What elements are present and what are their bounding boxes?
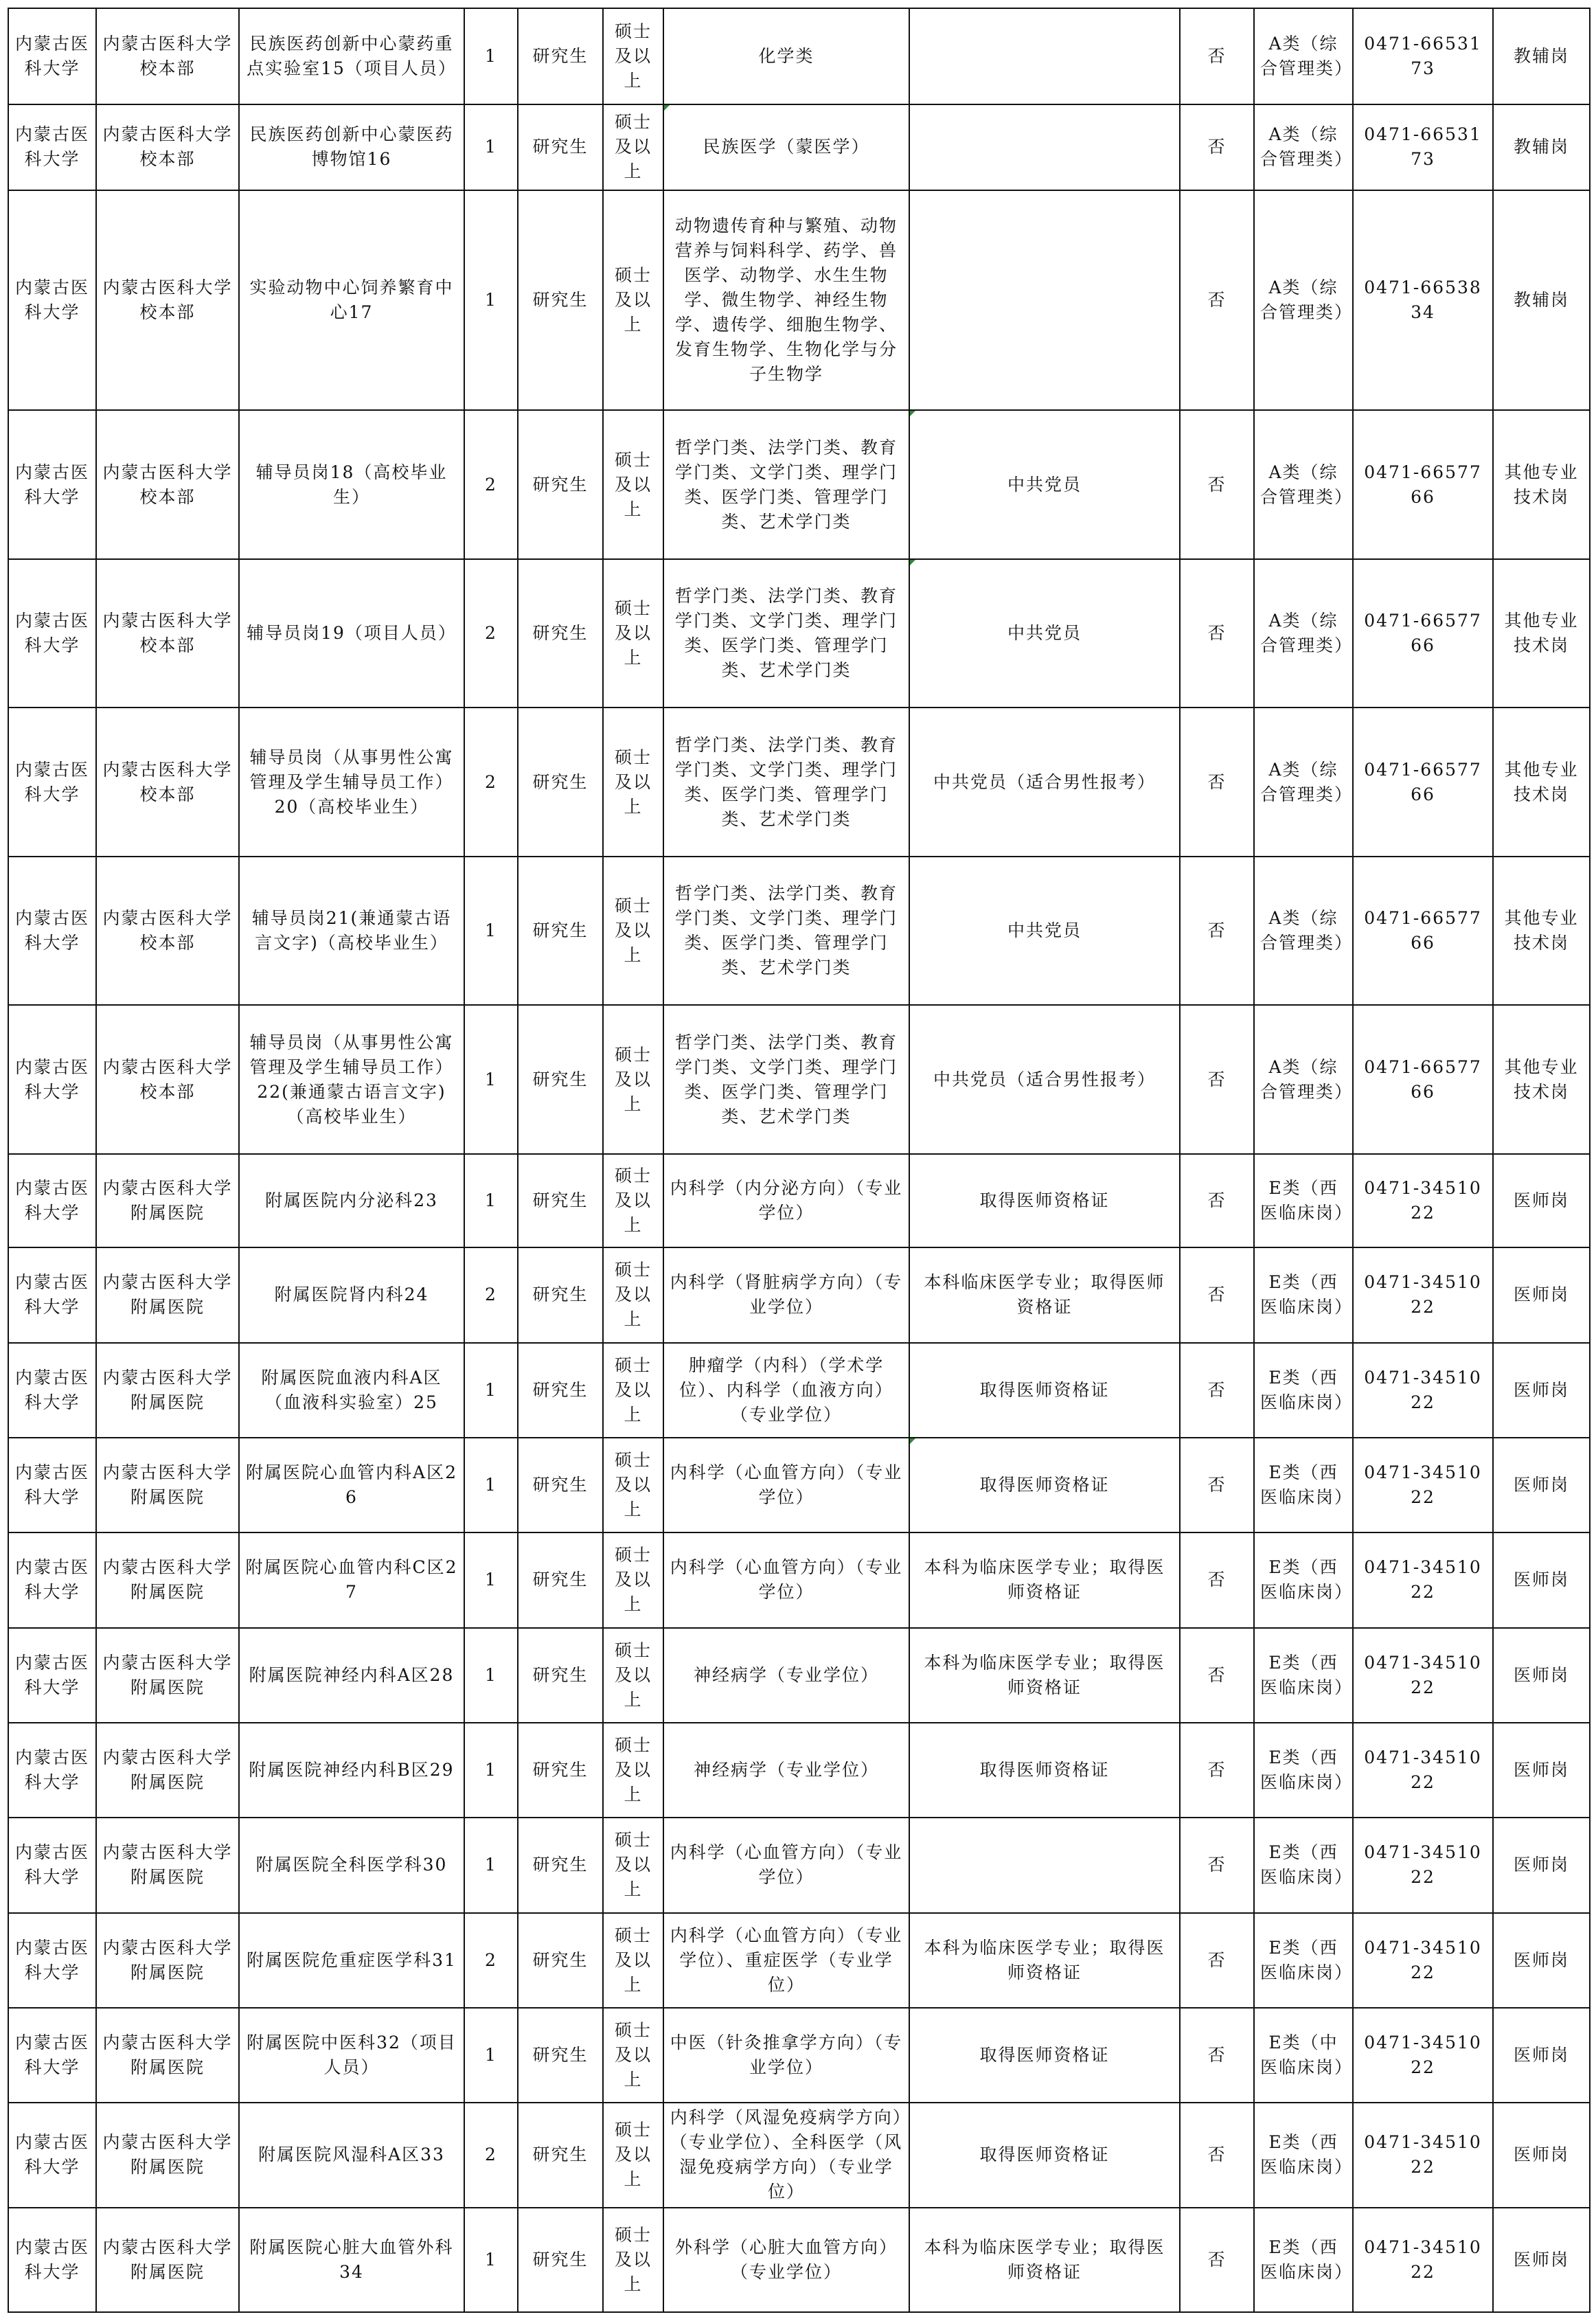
quota-cell: 2 [464, 1913, 518, 2008]
education-cell: 研究生 [518, 2208, 603, 2312]
phone-cell: 0471-3451022 [1353, 1438, 1493, 1532]
phone-cell: 0471-3451022 [1353, 2208, 1493, 2312]
unit-cell: 内蒙古医科大学 [8, 1532, 96, 1627]
post-name-cell: 民族医药创新中心蒙药重点实验室15（项目人员） [239, 8, 464, 104]
department-cell: 内蒙古医科大学校本部 [96, 190, 239, 411]
degree-cell: 硕士及以上 [603, 1154, 663, 1247]
education-cell: 研究生 [518, 1438, 603, 1532]
post-type-cell: 医师岗 [1493, 1247, 1590, 1342]
yes-no-cell: 否 [1180, 1818, 1254, 1912]
post-name-cell: 附属医院危重症医学科31 [239, 1913, 464, 2008]
phone-cell: 0471-6653173 [1353, 104, 1493, 190]
phone-cell: 0471-6653173 [1353, 8, 1493, 104]
quota-cell: 2 [464, 410, 518, 559]
yes-no-cell: 否 [1180, 559, 1254, 708]
major-cell: 肿瘤学（内科）（学术学位）、内科学（血液方向）（专业学位） [663, 1343, 909, 1438]
department-cell: 内蒙古医科大学附属医院 [96, 1247, 239, 1342]
exam-category-cell: E类（西医临床岗） [1254, 1723, 1353, 1818]
other-requirements-cell [909, 1818, 1180, 1912]
other-requirements-cell: 取得医师资格证 [909, 2103, 1180, 2207]
unit-cell: 内蒙古医科大学 [8, 1154, 96, 1247]
other-requirements-cell: 本科为临床医学专业；取得医师资格证 [909, 1628, 1180, 1723]
post-type-cell: 医师岗 [1493, 1532, 1590, 1627]
quota-cell: 1 [464, 857, 518, 1006]
department-cell: 内蒙古医科大学附属医院 [96, 1913, 239, 2008]
yes-no-cell: 否 [1180, 410, 1254, 559]
unit-cell: 内蒙古医科大学 [8, 2103, 96, 2207]
degree-cell: 硕士及以上 [603, 104, 663, 190]
major-cell: 哲学门类、法学门类、教育学门类、文学门类、理学门类、医学门类、管理学门类、艺术学门类 [663, 857, 909, 1006]
department-cell: 内蒙古医科大学校本部 [96, 559, 239, 708]
yes-no-cell: 否 [1180, 708, 1254, 857]
quota-cell: 1 [464, 190, 518, 411]
degree-cell: 硕士及以上 [603, 2208, 663, 2312]
table-row [8, 1532, 1590, 1627]
unit-cell: 内蒙古医科大学 [8, 559, 96, 708]
phone-cell: 0471-3451022 [1353, 1628, 1493, 1723]
education-cell: 研究生 [518, 190, 603, 411]
phone-cell: 0471-6657766 [1353, 1005, 1493, 1154]
degree-cell: 硕士及以上 [603, 190, 663, 411]
phone-cell: 0471-3451022 [1353, 1343, 1493, 1438]
exam-category-cell: A类（综合管理类） [1254, 410, 1353, 559]
exam-category-cell: E类（西医临床岗） [1254, 1343, 1353, 1438]
post-name-cell: 辅导员岗（从事男性公寓管理及学生辅导员工作）20（高校毕业生） [239, 708, 464, 857]
education-cell: 研究生 [518, 8, 603, 104]
post-type-cell: 医师岗 [1493, 1628, 1590, 1723]
post-name-cell: 民族医药创新中心蒙医药博物馆16 [239, 104, 464, 190]
other-requirements-cell: 本科临床医学专业；取得医师资格证 [909, 1247, 1180, 1342]
recruitment-table [8, 8, 1591, 2313]
yes-no-cell: 否 [1180, 2103, 1254, 2207]
unit-cell: 内蒙古医科大学 [8, 857, 96, 1006]
major-cell: 内科学（肾脏病学方向）（专业学位） [663, 1247, 909, 1342]
unit-cell: 内蒙古医科大学 [8, 190, 96, 411]
quota-cell: 2 [464, 708, 518, 857]
unit-cell: 内蒙古医科大学 [8, 1913, 96, 2008]
department-cell: 内蒙古医科大学校本部 [96, 857, 239, 1006]
unit-cell: 内蒙古医科大学 [8, 1005, 96, 1154]
yes-no-cell: 否 [1180, 2208, 1254, 2312]
degree-cell: 硕士及以上 [603, 410, 663, 559]
degree-cell: 硕士及以上 [603, 1723, 663, 1818]
other-requirements-cell: 取得医师资格证 [909, 1438, 1180, 1532]
exam-category-cell: A类（综合管理类） [1254, 190, 1353, 411]
phone-cell: 0471-3451022 [1353, 1818, 1493, 1912]
education-cell: 研究生 [518, 1913, 603, 2008]
department-cell: 内蒙古医科大学校本部 [96, 1005, 239, 1154]
other-requirements-cell: 中共党员 [909, 410, 1180, 559]
department-cell: 内蒙古医科大学校本部 [96, 8, 239, 104]
degree-cell: 硕士及以上 [603, 1343, 663, 1438]
post-name-cell: 附属医院全科医学科30 [239, 1818, 464, 1912]
degree-cell: 硕士及以上 [603, 2008, 663, 2103]
post-name-cell: 附属医院心血管内科C区27 [239, 1532, 464, 1627]
education-cell: 研究生 [518, 410, 603, 559]
phone-cell: 0471-3451022 [1353, 1247, 1493, 1342]
quota-cell: 1 [464, 2208, 518, 2312]
post-name-cell: 实验动物中心饲养繁育中心17 [239, 190, 464, 411]
department-cell: 内蒙古医科大学附属医院 [96, 2008, 239, 2103]
major-cell: 神经病学（专业学位） [663, 1723, 909, 1818]
unit-cell: 内蒙古医科大学 [8, 1343, 96, 1438]
major-cell: 内科学（心血管方向）（专业学位） [663, 1532, 909, 1627]
education-cell: 研究生 [518, 1532, 603, 1627]
post-type-cell: 其他专业技术岗 [1493, 410, 1590, 559]
yes-no-cell: 否 [1180, 104, 1254, 190]
phone-cell: 0471-3451022 [1353, 1913, 1493, 2008]
post-type-cell: 医师岗 [1493, 2008, 1590, 2103]
table-row [8, 1343, 1590, 1438]
phone-cell: 0471-6657766 [1353, 559, 1493, 708]
exam-category-cell: A类（综合管理类） [1254, 8, 1353, 104]
phone-cell: 0471-6653834 [1353, 190, 1493, 411]
table-row [8, 857, 1590, 1006]
post-type-cell: 医师岗 [1493, 1723, 1590, 1818]
yes-no-cell: 否 [1180, 8, 1254, 104]
unit-cell: 内蒙古医科大学 [8, 708, 96, 857]
department-cell: 内蒙古医科大学附属医院 [96, 1818, 239, 1912]
department-cell: 内蒙古医科大学附属医院 [96, 1723, 239, 1818]
table-row [8, 190, 1590, 411]
unit-cell: 内蒙古医科大学 [8, 2208, 96, 2312]
unit-cell: 内蒙古医科大学 [8, 104, 96, 190]
major-cell: 内科学（心血管方向）（专业学位） [663, 1438, 909, 1532]
yes-no-cell: 否 [1180, 1913, 1254, 2008]
degree-cell: 硕士及以上 [603, 1005, 663, 1154]
post-type-cell: 其他专业技术岗 [1493, 1005, 1590, 1154]
post-type-cell: 医师岗 [1493, 1343, 1590, 1438]
unit-cell: 内蒙古医科大学 [8, 2008, 96, 2103]
exam-category-cell: E类（西医临床岗） [1254, 1247, 1353, 1342]
yes-no-cell: 否 [1180, 1343, 1254, 1438]
exam-category-cell: A类（综合管理类） [1254, 708, 1353, 857]
major-cell: 哲学门类、法学门类、教育学门类、文学门类、理学门类、医学门类、管理学门类、艺术学门类 [663, 559, 909, 708]
other-requirements-cell: 取得医师资格证 [909, 1343, 1180, 1438]
post-type-cell: 教辅岗 [1493, 8, 1590, 104]
table-row [8, 1438, 1590, 1532]
phone-cell: 0471-6657766 [1353, 708, 1493, 857]
education-cell: 研究生 [518, 1154, 603, 1247]
exam-category-cell: E类（西医临床岗） [1254, 1154, 1353, 1247]
degree-cell: 硕士及以上 [603, 1818, 663, 1912]
major-cell: 内科学（心血管方向）（专业学位）、重症医学（专业学位） [663, 1913, 909, 2008]
degree-cell: 硕士及以上 [603, 2103, 663, 2207]
department-cell: 内蒙古医科大学附属医院 [96, 1154, 239, 1247]
table-row [8, 2208, 1590, 2312]
post-type-cell: 其他专业技术岗 [1493, 708, 1590, 857]
post-type-cell: 医师岗 [1493, 1818, 1590, 1912]
quota-cell: 1 [464, 1154, 518, 1247]
degree-cell: 硕士及以上 [603, 1913, 663, 2008]
other-requirements-cell [909, 104, 1180, 190]
quota-cell: 1 [464, 8, 518, 104]
unit-cell: 内蒙古医科大学 [8, 1438, 96, 1532]
yes-no-cell: 否 [1180, 1154, 1254, 1247]
unit-cell: 内蒙古医科大学 [8, 1723, 96, 1818]
yes-no-cell: 否 [1180, 1723, 1254, 1818]
other-requirements-cell [909, 190, 1180, 411]
yes-no-cell: 否 [1180, 1247, 1254, 1342]
department-cell: 内蒙古医科大学校本部 [96, 410, 239, 559]
quota-cell: 1 [464, 1628, 518, 1723]
degree-cell: 硕士及以上 [603, 8, 663, 104]
yes-no-cell: 否 [1180, 1532, 1254, 1627]
department-cell: 内蒙古医科大学附属医院 [96, 2103, 239, 2207]
other-requirements-cell [909, 8, 1180, 104]
exam-category-cell: E类（西医临床岗） [1254, 1818, 1353, 1912]
exam-category-cell: E类（西医临床岗） [1254, 1438, 1353, 1532]
other-requirements-cell: 取得医师资格证 [909, 1154, 1180, 1247]
department-cell: 内蒙古医科大学附属医院 [96, 1343, 239, 1438]
table-row [8, 1154, 1590, 1247]
other-requirements-cell: 中共党员（适合男性报考） [909, 708, 1180, 857]
unit-cell: 内蒙古医科大学 [8, 1628, 96, 1723]
other-requirements-cell: 中共党员 [909, 857, 1180, 1006]
table-body [8, 8, 1590, 2312]
major-cell: 哲学门类、法学门类、教育学门类、文学门类、理学门类、医学门类、管理学门类、艺术学门类 [663, 410, 909, 559]
unit-cell: 内蒙古医科大学 [8, 410, 96, 559]
post-name-cell: 附属医院血液内科A区（血液科实验室）25 [239, 1343, 464, 1438]
post-name-cell: 辅导员岗18（高校毕业生） [239, 410, 464, 559]
quota-cell: 1 [464, 1723, 518, 1818]
education-cell: 研究生 [518, 1818, 603, 1912]
major-cell: 化学类 [663, 8, 909, 104]
other-requirements-cell: 本科为临床医学专业；取得医师资格证 [909, 1532, 1180, 1627]
education-cell: 研究生 [518, 1343, 603, 1438]
major-cell: 神经病学（专业学位） [663, 1628, 909, 1723]
department-cell: 内蒙古医科大学附属医院 [96, 2208, 239, 2312]
quota-cell: 2 [464, 559, 518, 708]
degree-cell: 硕士及以上 [603, 857, 663, 1006]
quota-cell: 2 [464, 2103, 518, 2207]
post-name-cell: 附属医院风湿科A区33 [239, 2103, 464, 2207]
education-cell: 研究生 [518, 2008, 603, 2103]
other-requirements-cell: 本科为临床医学专业；取得医师资格证 [909, 2208, 1180, 2312]
exam-category-cell: E类（西医临床岗） [1254, 2103, 1353, 2207]
quota-cell: 1 [464, 1818, 518, 1912]
post-name-cell: 辅导员岗（从事男性公寓管理及学生辅导员工作）22(兼通蒙古语言文字)（高校毕业生） [239, 1005, 464, 1154]
phone-cell: 0471-6657766 [1353, 410, 1493, 559]
degree-cell: 硕士及以上 [603, 708, 663, 857]
yes-no-cell: 否 [1180, 1005, 1254, 1154]
exam-category-cell: E类（西医临床岗） [1254, 2208, 1353, 2312]
table-row [8, 2008, 1590, 2103]
major-cell: 中医（针灸推拿学方向）（专业学位） [663, 2008, 909, 2103]
post-type-cell: 医师岗 [1493, 1154, 1590, 1247]
major-cell: 外科学（心脏大血管方向）（专业学位） [663, 2208, 909, 2312]
exam-category-cell: E类（西医临床岗） [1254, 1532, 1353, 1627]
post-type-cell: 教辅岗 [1493, 104, 1590, 190]
education-cell: 研究生 [518, 2103, 603, 2207]
department-cell: 内蒙古医科大学附属医院 [96, 1628, 239, 1723]
table-row [8, 559, 1590, 708]
major-cell: 动物遗传育种与繁殖、动物营养与饲料科学、药学、兽医学、动物学、水生生物学、微生物学、神经生物学、遗传学、细胞生物学、发育生物学、生物化学与分子生物学 [663, 190, 909, 411]
education-cell: 研究生 [518, 1247, 603, 1342]
education-cell: 研究生 [518, 1723, 603, 1818]
education-cell: 研究生 [518, 104, 603, 190]
table-row [8, 2103, 1590, 2207]
yes-no-cell: 否 [1180, 1628, 1254, 1723]
yes-no-cell: 否 [1180, 190, 1254, 411]
post-type-cell: 医师岗 [1493, 2208, 1590, 2312]
education-cell: 研究生 [518, 1005, 603, 1154]
post-type-cell: 其他专业技术岗 [1493, 857, 1590, 1006]
other-requirements-cell: 取得医师资格证 [909, 1723, 1180, 1818]
table-row [8, 1247, 1590, 1342]
table-row [8, 1723, 1590, 1818]
post-name-cell: 附属医院神经内科B区29 [239, 1723, 464, 1818]
other-requirements-cell: 中共党员 [909, 559, 1180, 708]
education-cell: 研究生 [518, 1628, 603, 1723]
major-cell: 内科学（心血管方向）（专业学位） [663, 1818, 909, 1912]
post-name-cell: 辅导员岗19（项目人员） [239, 559, 464, 708]
department-cell: 内蒙古医科大学校本部 [96, 708, 239, 857]
phone-cell: 0471-6657766 [1353, 857, 1493, 1006]
education-cell: 研究生 [518, 708, 603, 857]
education-cell: 研究生 [518, 857, 603, 1006]
education-cell: 研究生 [518, 559, 603, 708]
exam-category-cell: E类（西医临床岗） [1254, 1913, 1353, 2008]
yes-no-cell: 否 [1180, 1438, 1254, 1532]
unit-cell: 内蒙古医科大学 [8, 1818, 96, 1912]
table-row [8, 708, 1590, 857]
exam-category-cell: A类（综合管理类） [1254, 857, 1353, 1006]
exam-category-cell: A类（综合管理类） [1254, 1005, 1353, 1154]
table-row [8, 1628, 1590, 1723]
yes-no-cell: 否 [1180, 857, 1254, 1006]
quota-cell: 2 [464, 1247, 518, 1342]
table-row [8, 8, 1590, 104]
post-name-cell: 附属医院心脏大血管外科34 [239, 2208, 464, 2312]
quota-cell: 1 [464, 104, 518, 190]
post-name-cell: 附属医院内分泌科23 [239, 1154, 464, 1247]
exam-category-cell: A类（综合管理类） [1254, 104, 1353, 190]
phone-cell: 0471-3451022 [1353, 2103, 1493, 2207]
exam-category-cell: E类（西医临床岗） [1254, 1628, 1353, 1723]
post-type-cell: 教辅岗 [1493, 190, 1590, 411]
degree-cell: 硕士及以上 [603, 1532, 663, 1627]
major-cell: 内科学（内分泌方向）（专业学位） [663, 1154, 909, 1247]
post-name-cell: 附属医院心血管内科A区26 [239, 1438, 464, 1532]
quota-cell: 1 [464, 2008, 518, 2103]
table-row [8, 1818, 1590, 1912]
table-row [8, 410, 1590, 559]
post-name-cell: 附属医院神经内科A区28 [239, 1628, 464, 1723]
quota-cell: 1 [464, 1532, 518, 1627]
major-cell: 哲学门类、法学门类、教育学门类、文学门类、理学门类、医学门类、管理学门类、艺术学门类 [663, 1005, 909, 1154]
post-type-cell: 其他专业技术岗 [1493, 559, 1590, 708]
post-name-cell: 附属医院中医科32（项目人员） [239, 2008, 464, 2103]
other-requirements-cell: 中共党员（适合男性报考） [909, 1005, 1180, 1154]
exam-category-cell: A类（综合管理类） [1254, 559, 1353, 708]
post-type-cell: 医师岗 [1493, 1913, 1590, 2008]
quota-cell: 1 [464, 1343, 518, 1438]
phone-cell: 0471-3451022 [1353, 2008, 1493, 2103]
table-row [8, 1913, 1590, 2008]
department-cell: 内蒙古医科大学附属医院 [96, 1532, 239, 1627]
table-row [8, 1005, 1590, 1154]
phone-cell: 0471-3451022 [1353, 1532, 1493, 1627]
yes-no-cell: 否 [1180, 2008, 1254, 2103]
unit-cell: 内蒙古医科大学 [8, 1247, 96, 1342]
phone-cell: 0471-3451022 [1353, 1154, 1493, 1247]
degree-cell: 硕士及以上 [603, 1247, 663, 1342]
post-name-cell: 辅导员岗21(兼通蒙古语言文字)（高校毕业生） [239, 857, 464, 1006]
other-requirements-cell: 取得医师资格证 [909, 2008, 1180, 2103]
unit-cell: 内蒙古医科大学 [8, 8, 96, 104]
table-row [8, 104, 1590, 190]
degree-cell: 硕士及以上 [603, 559, 663, 708]
post-name-cell: 附属医院肾内科24 [239, 1247, 464, 1342]
post-type-cell: 医师岗 [1493, 1438, 1590, 1532]
degree-cell: 硕士及以上 [603, 1438, 663, 1532]
quota-cell: 1 [464, 1005, 518, 1154]
major-cell: 哲学门类、法学门类、教育学门类、文学门类、理学门类、医学门类、管理学门类、艺术学门类 [663, 708, 909, 857]
exam-category-cell: E类（中医临床岗） [1254, 2008, 1353, 2103]
department-cell: 内蒙古医科大学附属医院 [96, 1438, 239, 1532]
department-cell: 内蒙古医科大学校本部 [96, 104, 239, 190]
other-requirements-cell: 本科为临床医学专业；取得医师资格证 [909, 1913, 1180, 2008]
quota-cell: 1 [464, 1438, 518, 1532]
major-cell: 内科学（风湿免疫病学方向）（专业学位）、全科医学（风湿免疫病学方向）（专业学位） [663, 2103, 909, 2207]
degree-cell: 硕士及以上 [603, 1628, 663, 1723]
post-type-cell: 医师岗 [1493, 2103, 1590, 2207]
phone-cell: 0471-3451022 [1353, 1723, 1493, 1818]
major-cell: 民族医学（蒙医学） [663, 104, 909, 190]
